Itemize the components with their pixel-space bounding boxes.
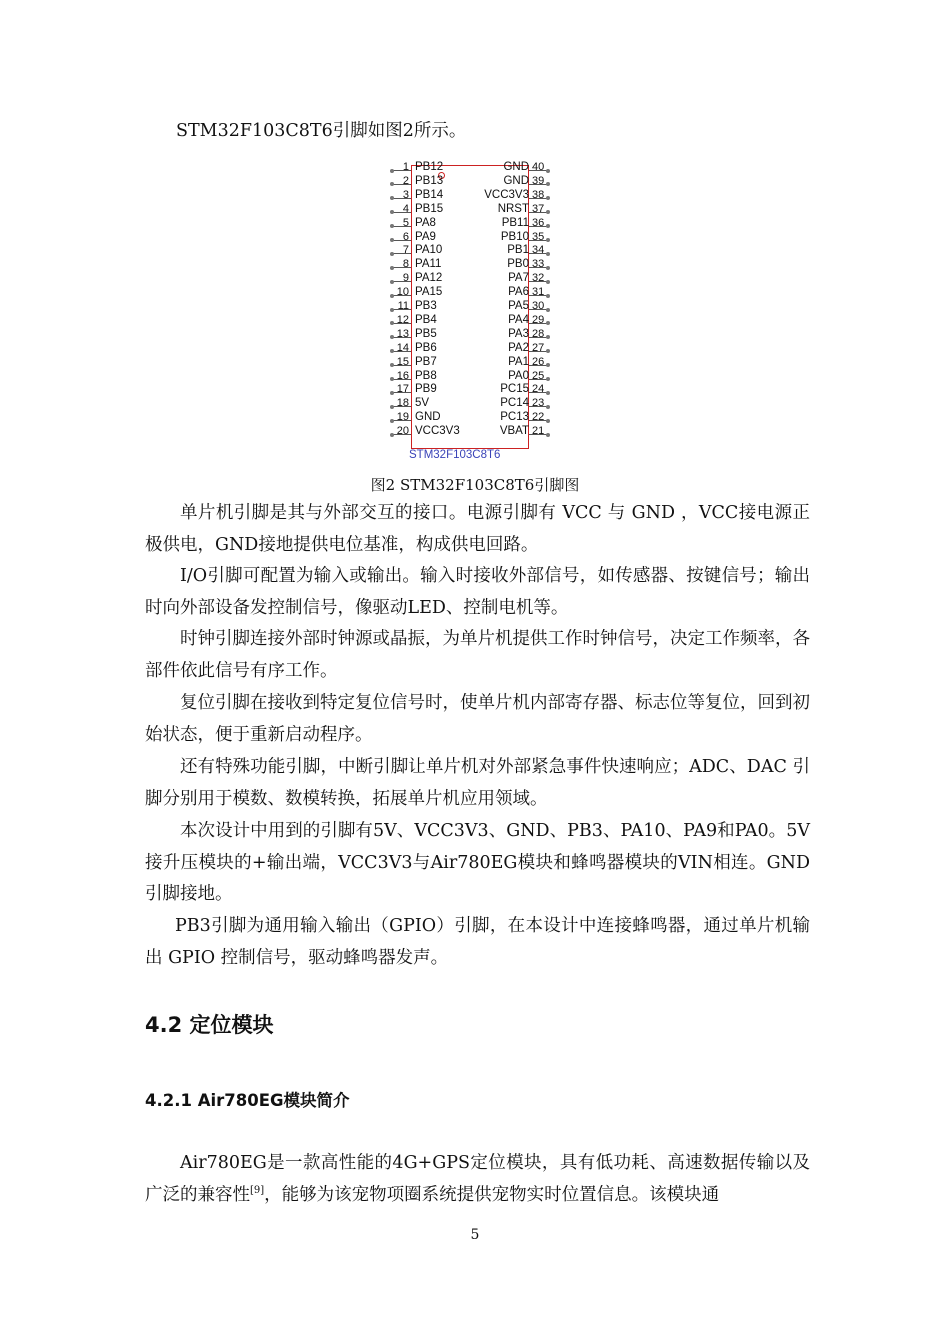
paragraph-text-cont: ，能够为该宠物项圈系统提供宠物实时位置信息。该模块通 [264, 1184, 720, 1205]
pin-number-left: 17 [396, 383, 409, 396]
pin-name-right: PA0 [508, 369, 529, 382]
pin-number-left: 3 [402, 188, 409, 201]
paragraph-power-pins: 单片机引脚是其与外部交互的接口。电源引脚有 VCC 与 GND ，VCC接电源正极供电，GND接地提供电位基准，构成供电回路。 [145, 503, 810, 555]
pin-row [389, 397, 554, 411]
pin-number-right: 29 [532, 313, 545, 326]
pin-dot-left [390, 321, 394, 325]
pin-name-right: NRST [497, 202, 529, 215]
pin-name-left: PB5 [415, 327, 437, 340]
pin-name-right: PC15 [500, 383, 529, 396]
pin-name-right: VBAT [499, 425, 529, 438]
pin-dot-left [390, 377, 394, 381]
paragraph-clock-pins: 时钟引脚连接外部时钟源或晶振，为单片机提供工作时钟信号，决定工作频率，各部件依此信号有序工作。 [145, 629, 810, 681]
pin-row [389, 203, 554, 217]
pin-row [389, 244, 554, 258]
pin-number-left: 7 [402, 244, 409, 257]
pin-name-left: PB9 [415, 383, 437, 396]
pin-row [389, 383, 554, 397]
pin-number-left: 12 [396, 313, 409, 326]
pin-number-right: 33 [532, 258, 545, 271]
pin-dot-left [390, 419, 394, 423]
pin-name-right: PB1 [507, 244, 529, 257]
pin-name-left: PA10 [415, 244, 443, 257]
chip-label: STM32F103C8T6 [409, 449, 501, 461]
pin-number-left: 2 [402, 174, 409, 187]
pin-name-right: PA5 [508, 300, 529, 312]
section-heading: 4.2 定位模块 [145, 1013, 274, 1037]
pin-name-right: PC13 [500, 411, 529, 424]
pin-name-left: VCC3V3 [415, 425, 460, 438]
paragraph-reset-pins: 复位引脚在接收到特定复位信号时，使单片机内部寄存器、标志位等复位，回到初始状态，便于重新启动程序。 [145, 693, 810, 745]
pin-number-left: 1 [402, 161, 409, 173]
pin-number-right: 32 [532, 272, 545, 285]
pin-name-left: PB13 [415, 174, 444, 187]
pin-name-right: PB10 [500, 230, 529, 243]
pin-name-right: PA4 [508, 313, 529, 326]
pin-dot-left [390, 169, 394, 173]
pin-number-left: 8 [402, 258, 409, 271]
pin-number-left: 11 [397, 300, 409, 312]
pin-number-left: 20 [396, 425, 409, 438]
pin-row [389, 258, 554, 272]
figure-caption: 图2 STM32F103C8T6引脚图 [370, 476, 580, 494]
pin-name-left: PB8 [415, 369, 437, 382]
pin-name-right: PA7 [508, 272, 529, 285]
pin-name-right: GND [503, 161, 529, 173]
subsection-heading: 4.2.1 Air780EG模块简介 [145, 1091, 350, 1110]
pin-dot-left [390, 224, 394, 228]
pin-name-left: PA11 [415, 258, 442, 271]
pin-number-left: 4 [402, 202, 409, 215]
pin-name-left: PB15 [415, 202, 444, 215]
pin-row [389, 425, 554, 439]
pin-number-right: 39 [532, 174, 545, 187]
pin-name-left: PB6 [415, 341, 437, 354]
intro-text: STM32F103C8T6引脚如图2所示。 [176, 121, 467, 141]
pin-row [389, 231, 554, 245]
pin-name-left: 5V [415, 397, 430, 410]
pin-row [389, 314, 554, 328]
pin-number-left: 18 [396, 397, 409, 410]
citation: [9] [250, 1184, 265, 1196]
pin-dot-left [390, 252, 394, 256]
pin-row [389, 272, 554, 286]
pin-dot-left [390, 182, 394, 186]
pin-number-left: 9 [402, 272, 409, 285]
pin-number-right: 34 [532, 244, 545, 257]
pin-row [389, 300, 554, 314]
pin-dot-left [390, 210, 394, 214]
pin-row [389, 356, 554, 370]
pin-name-right: PB11 [501, 216, 529, 229]
paragraph-text: Air780EG是一款高性能的4G+GPS定位模块，具有低功耗、高速数据传输以及广泛的兼容性 [145, 1153, 810, 1205]
pin-row [389, 342, 554, 356]
pin-name-right: VCC3V3 [484, 188, 529, 201]
pin-name-left: PA15 [415, 286, 443, 299]
pin-name-right: PA6 [508, 286, 529, 299]
pin-dot-left [390, 294, 394, 298]
pin-number-left: 5 [402, 216, 409, 229]
pin-number-right: 23 [532, 397, 545, 410]
pin-name-right: GND [503, 174, 529, 187]
pin-number-right: 21 [532, 425, 545, 438]
pin-number-right: 37 [532, 202, 545, 215]
pin-name-right: PC14 [500, 397, 529, 410]
paragraph-air780eg [145, 1148, 810, 1211]
pin-dot-left [390, 349, 394, 353]
pin-name-left: GND [415, 411, 441, 424]
pin-row [389, 411, 554, 425]
pin-number-right: 27 [532, 341, 545, 354]
pin-row [389, 370, 554, 384]
pin-name-left: PB12 [415, 161, 444, 173]
page-number: 5 [470, 1227, 480, 1243]
pin-name-right: PB0 [507, 258, 529, 271]
pin-dot-left [390, 238, 394, 242]
pin-name-left: PB7 [415, 355, 437, 368]
pin-name-left: PB4 [415, 313, 437, 326]
pin-dot-left [390, 308, 394, 312]
pin-row [389, 286, 554, 300]
pin-number-right: 30 [532, 300, 545, 312]
pin-number-right: 22 [532, 411, 545, 424]
pin-number-left: 19 [396, 411, 409, 424]
pin-dot-left [390, 405, 394, 409]
pin-dot-left [390, 335, 394, 339]
pin-dot-left [390, 363, 394, 367]
pin-name-left: PA8 [415, 216, 436, 229]
chip-pinout-diagram [389, 158, 554, 464]
pin-number-right: 24 [532, 383, 545, 396]
pin-number-right: 28 [532, 327, 545, 340]
pin-row [389, 189, 554, 203]
pin-number-right: 40 [532, 161, 545, 173]
pin-number-left: 15 [396, 355, 409, 368]
pin-name-left: PA9 [415, 230, 436, 243]
paragraph-special-pins: 还有特殊功能引脚，中断引脚让单片机对外部紧急事件快速响应；ADC、DAC 引脚分别用于模数、数模转换，拓展单片机应用领域。 [145, 757, 810, 809]
pin-number-right: 35 [532, 230, 545, 243]
pin-name-right: PA2 [508, 341, 529, 354]
pin-name-left: PA12 [415, 272, 443, 285]
pin-number-left: 16 [396, 369, 409, 382]
pin-name-left: PB14 [415, 188, 444, 201]
pin-row [389, 217, 554, 231]
pin-dot-left [390, 266, 394, 270]
pin-row [389, 328, 554, 342]
pin-row [389, 161, 554, 175]
pin-name-left: PB3 [415, 300, 437, 312]
pin-number-right: 38 [532, 188, 545, 201]
pin-number-left: 14 [396, 341, 409, 354]
pin-number-left: 6 [402, 230, 409, 243]
pin-number-right: 25 [532, 369, 545, 382]
pin-dot-left [390, 433, 394, 437]
pin-dot-left [390, 196, 394, 200]
paragraph-pb3: PB3引脚为通用输入输出（GPIO）引脚，在本设计中连接蜂鸣器，通过单片机输出 GPIO 控制信号，驱动蜂鸣器发声。 [145, 916, 810, 968]
pin-row [389, 175, 554, 189]
pin-dot-left [390, 391, 394, 395]
pin-name-right: PA1 [508, 355, 529, 368]
paragraph-used-pins: 本次设计中用到的引脚有5V、VCC3V3、GND、PB3、PA10、PA9和PA0。5V接升压模块的+输出端，VCC3V3与Air780EG模块和蜂鸣器模块的VIN相连。GND引脚接地。 [145, 821, 810, 904]
paragraph-io-pins: I/O引脚可配置为输入或输出。输入时接收外部信号，如传感器、按键信号；输出时向外部设备发控制信号，像驱动LED、控制电机等。 [145, 566, 810, 618]
pin-number-left: 13 [396, 327, 409, 340]
pin-dot-left [390, 280, 394, 284]
pin-number-right: 26 [532, 355, 545, 368]
pin-number-left: 10 [396, 286, 409, 299]
pin-name-right: PA3 [508, 327, 529, 340]
pin-number-right: 36 [532, 216, 545, 229]
pin-number-right: 31 [532, 286, 545, 299]
